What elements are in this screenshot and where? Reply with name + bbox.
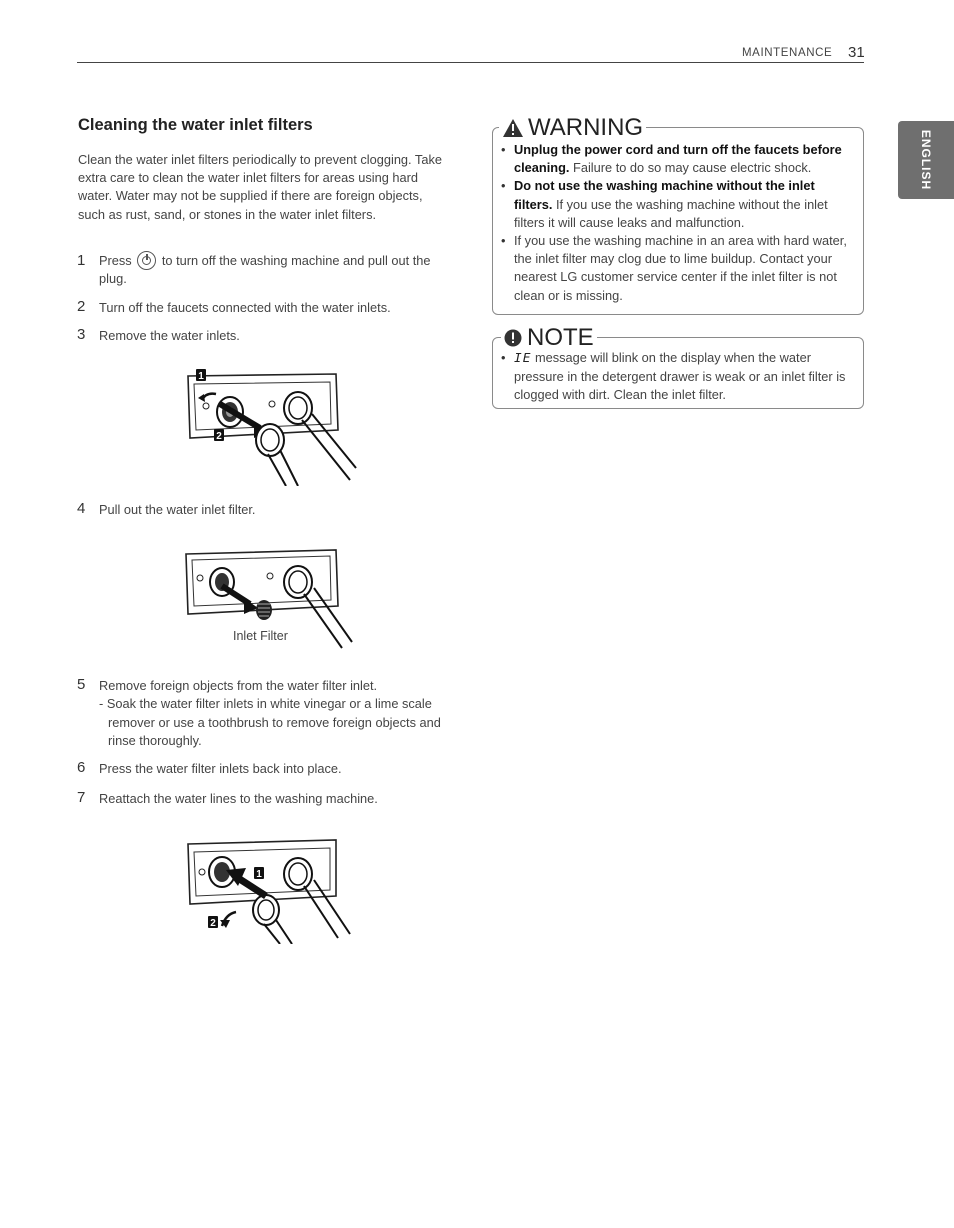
step-2-text: Turn off the faucets connected with the water inlets. [99, 300, 391, 315]
step-5-number: 5 [77, 676, 86, 693]
language-tab-label: ENGLISH [919, 129, 933, 191]
step-4-number: 4 [77, 500, 86, 517]
language-tab [898, 121, 954, 199]
page-number: 31 [848, 44, 865, 61]
figure-3-callout-1-label: 1 [256, 869, 262, 880]
note-item [501, 349, 851, 405]
step-6-text: Press the water filter inlets back into place. [99, 761, 342, 776]
error-code-display: IE [514, 351, 532, 366]
step-6-number: 6 [77, 759, 86, 776]
step-1-text [99, 252, 449, 287]
inlet-filter-caption: Inlet Filter [233, 629, 288, 643]
warning-item-2-text: If you use the washing machine without the inlet filters it will cause leaks and malfunction. [514, 196, 828, 230]
warning-item-1-bold: Unplug the power cord and turn off the faucets before cleaning. [514, 142, 842, 176]
warning-item [501, 177, 851, 232]
note-title-text: NOTE [527, 324, 594, 351]
remove-water-inlets-illustration [180, 362, 360, 486]
intro-paragraph: Clean the water inlet filters periodically to prevent clogging. Take extra care to clean the water inlet filters for areas using hard water. Water may not be supplied if there are foreign objects, such as rust, sand, or stones in the water inlet filters. [78, 152, 442, 222]
warning-item-1-text: Failure to do so may cause electric shock. [569, 160, 812, 176]
reattach-water-lines-illustration [180, 834, 360, 944]
header-divider [77, 62, 864, 63]
warning-title [499, 116, 646, 140]
step-1-number: 1 [77, 252, 86, 269]
warning-item [501, 141, 851, 177]
warning-item [501, 232, 851, 305]
note-item-1-text: message will blink on the display when the water pressure in the detergent drawer is weak or an inlet filter is clogged with dirt. Clean the inlet filter. [514, 350, 846, 403]
step-1-text-before: Press [99, 253, 132, 268]
step-4-text: Pull out the water inlet filter. [99, 502, 256, 517]
figure-3-callout-2-label: 2 [210, 918, 216, 929]
section-title: Cleaning the water inlet filters [78, 116, 313, 134]
warning-item-3-text: If you use the washing machine in an area with hard water, the inlet filter may clog due to lime buildup. Contact your nearest LG customer service center if the inlet filter is not clean or is missing. [514, 233, 847, 303]
step-5-text: Remove foreign objects from the water filter inlet. [99, 678, 378, 693]
note-title [501, 326, 597, 350]
figure-1-callout-2-label: 2 [216, 431, 222, 442]
step-5-subtext: - Soak the water filter inlets in white vinegar or a lime scale remover or use a toothbrush to remove foreign objects and rinse thoroughly. [99, 696, 441, 748]
step-7-text: Reattach the water lines to the washing machine. [99, 791, 378, 806]
warning-list [501, 141, 851, 305]
warning-item-2-bold: Do not use the washing machine without the inlet filters. [514, 178, 815, 212]
note-list [501, 349, 851, 405]
power-button-icon [137, 251, 156, 270]
warning-box [492, 114, 864, 315]
exclamation-circle-icon [504, 329, 522, 347]
warning-title-text: WARNING [528, 114, 644, 141]
header-section-label: MAINTENANCE [742, 47, 833, 59]
figure-1-callout-1-label: 1 [198, 371, 204, 382]
note-box [492, 324, 864, 409]
step-7-number: 7 [77, 789, 86, 806]
warning-triangle-icon [502, 118, 524, 138]
step-3-text: Remove the water inlets. [99, 328, 240, 343]
step-3-number: 3 [77, 326, 86, 343]
step-1-text-after: to turn off the washing machine and pull out the plug. [99, 253, 431, 286]
step-2-number: 2 [77, 298, 86, 315]
